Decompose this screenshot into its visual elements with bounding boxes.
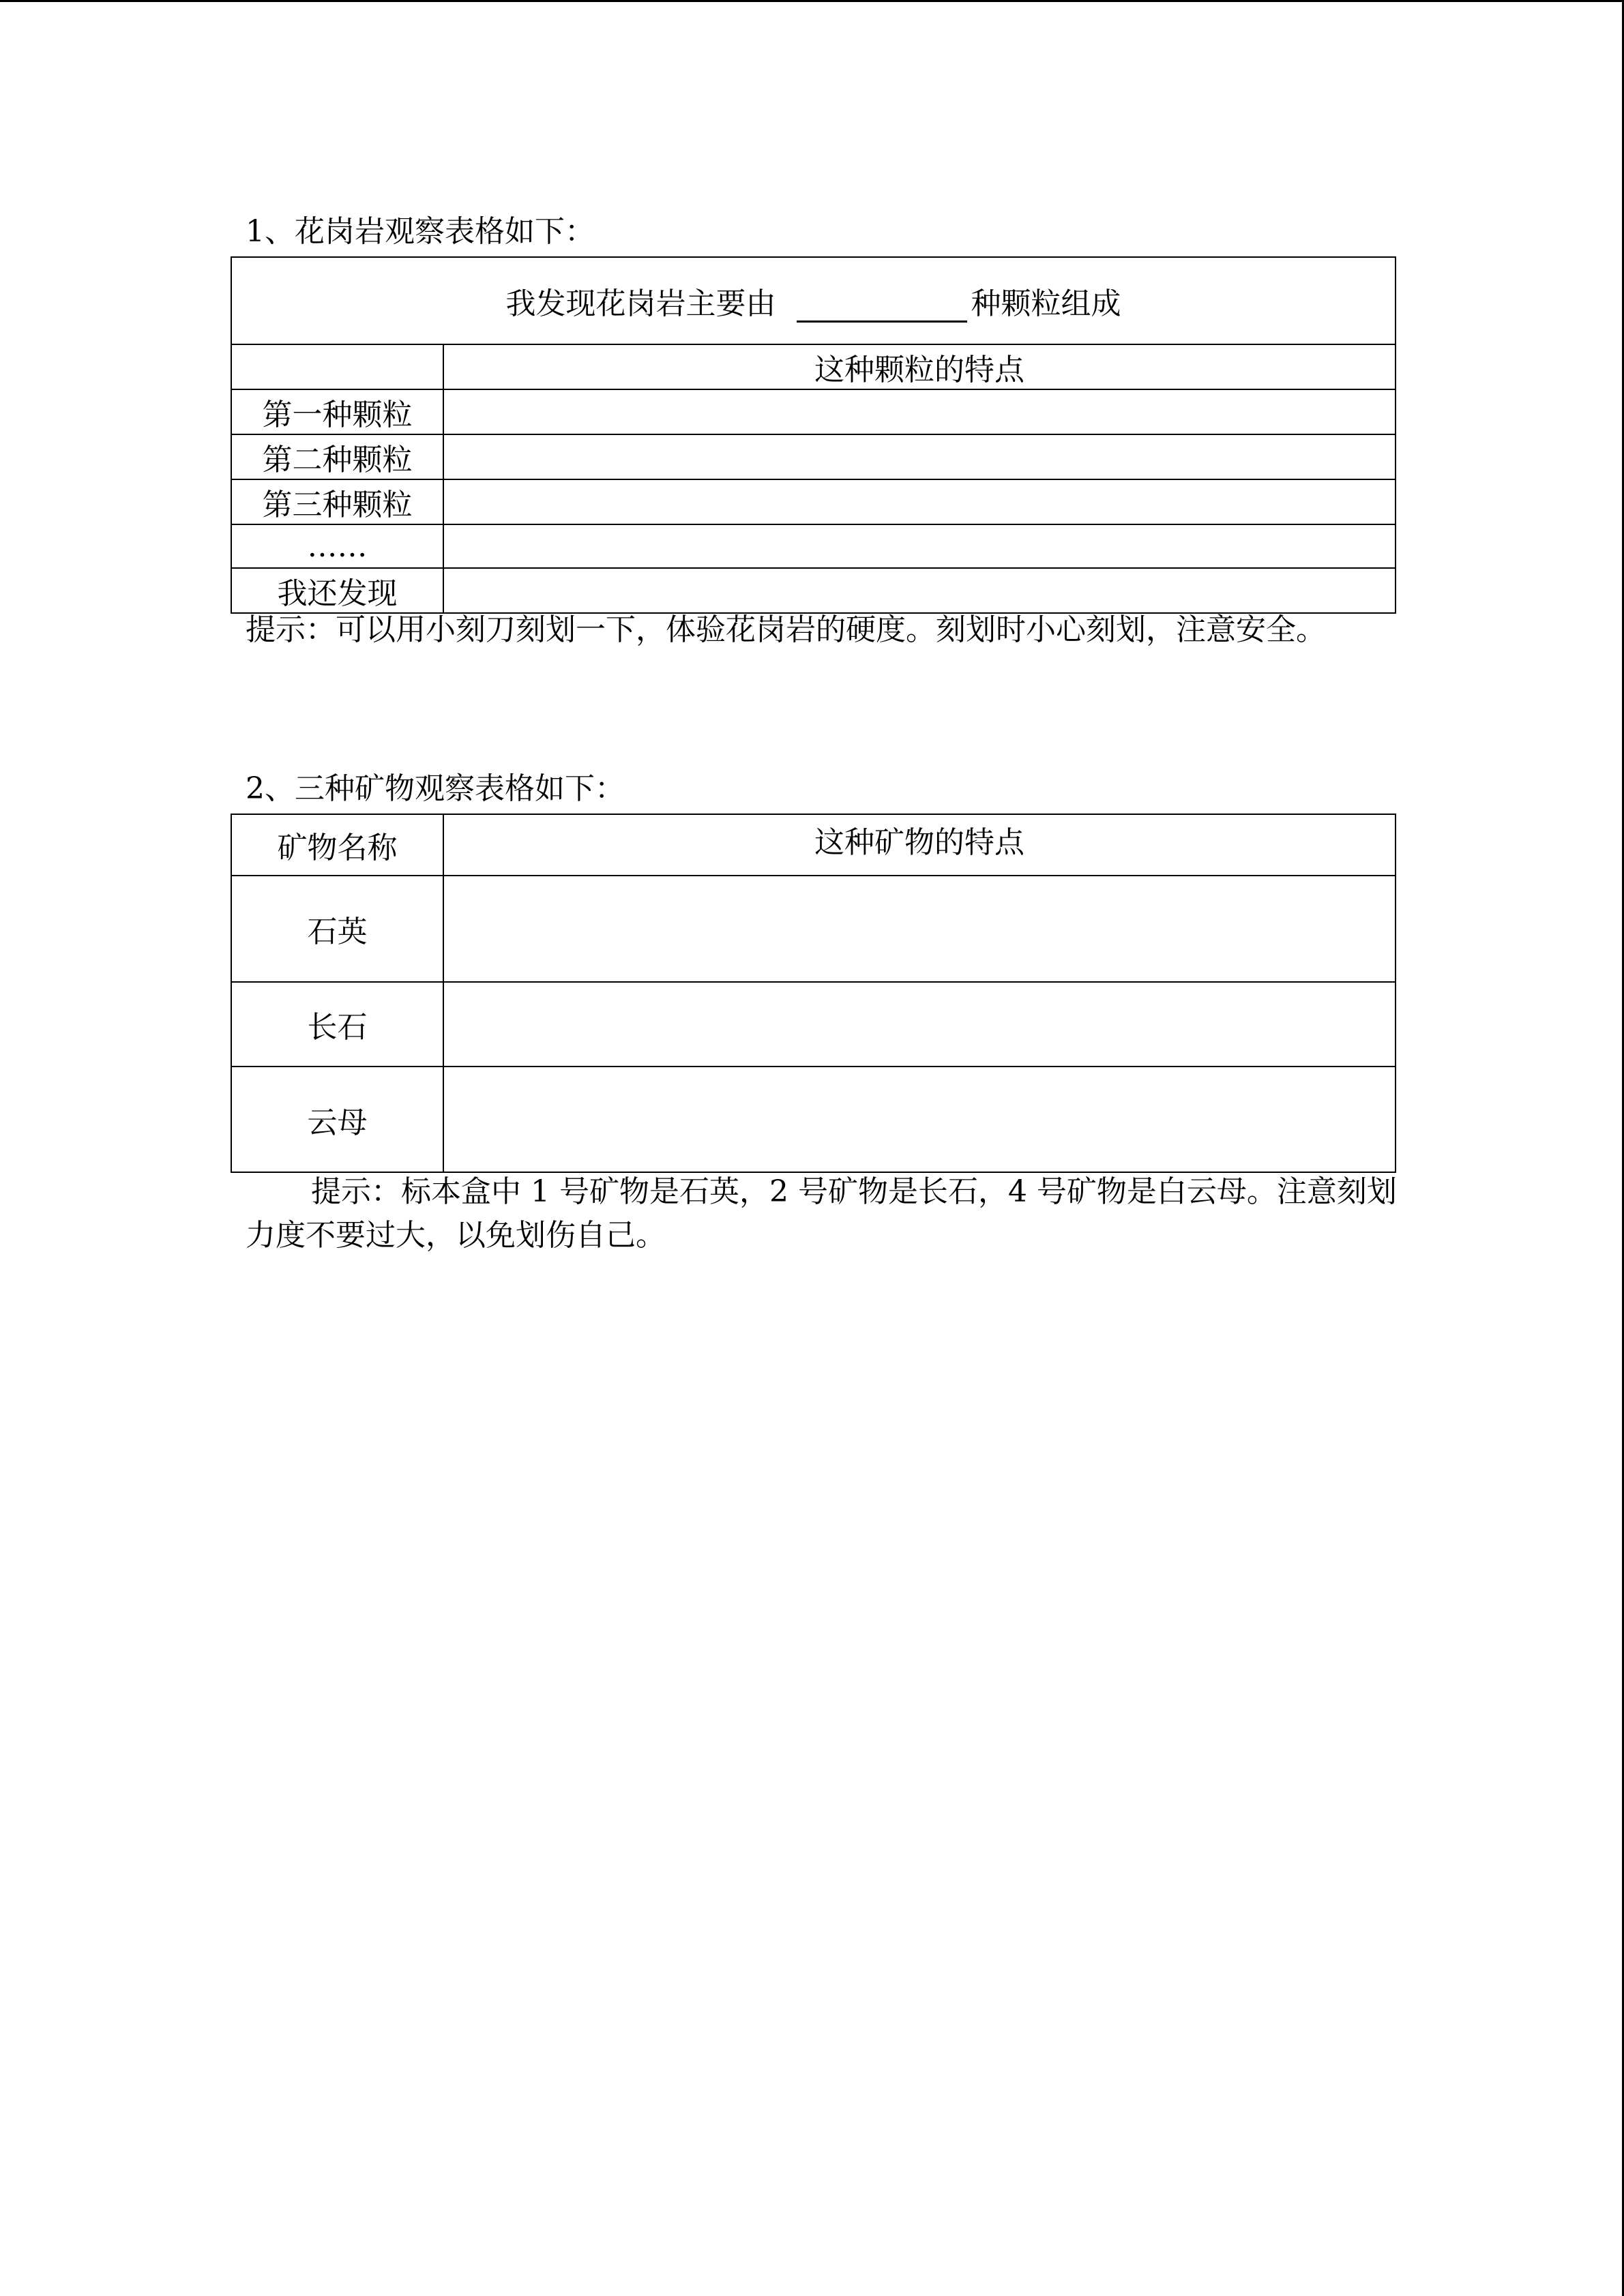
row-label: 我还发现 [231,568,443,613]
summary-suffix: 种颗粒组成 [971,286,1121,321]
table-row [231,876,1396,982]
summary-cell [231,257,1396,344]
feature-cell[interactable] [443,389,1396,434]
feature-cell[interactable] [443,876,1396,982]
feature-cell[interactable] [443,982,1396,1067]
feature-cell[interactable] [443,1067,1396,1172]
section1-heading: 1、花岗岩观察表格如下： [246,214,595,249]
table-row [231,982,1396,1067]
table-row [231,568,1396,613]
header-empty-cell [231,344,443,389]
row-label: 第三种颗粒 [231,479,443,524]
table-row [231,1067,1396,1172]
header-row [231,814,1396,876]
page-top-border [0,0,1624,2]
feature-cell[interactable] [443,568,1396,613]
mineral-name: 云母 [231,1067,443,1172]
section2-heading: 2、三种矿物观察表格如下： [246,771,625,806]
table-row [231,479,1396,524]
table-row [231,434,1396,479]
summary-prefix: 我发现花岗岩主要由 [505,286,776,321]
section2-hint-text: 提示：标本盒中 1 号矿物是石英，2 号矿物是长石，4 号矿物是白云母。注意刻划力度不要过大，以免划伤自己。 [246,1174,1397,1253]
mineral-name: 石英 [231,876,443,982]
mineral-name: 长石 [231,982,443,1067]
mineral-observation-table [231,814,1396,1173]
row-label: 第一种颗粒 [231,389,443,434]
particle-count-blank[interactable] [797,290,967,323]
summary-row [231,257,1396,344]
table-row [231,524,1396,568]
granite-observation-table [231,256,1396,614]
mineral-name-header: 矿物名称 [231,814,443,876]
feature-cell[interactable] [443,434,1396,479]
section2-hint [246,1170,1398,1257]
row-label: …… [231,524,443,568]
feature-cell[interactable] [443,479,1396,524]
feature-cell[interactable] [443,524,1396,568]
section1-hint: 提示：可以用小刻刀刻划一下，体验花岗岩的硬度。刻划时小心刻划，注意安全。 [246,612,1326,647]
mineral-feature-header: 这种矿物的特点 [443,814,1396,876]
row-label: 第二种颗粒 [231,434,443,479]
header-row [231,344,1396,389]
feature-header: 这种颗粒的特点 [443,344,1396,389]
table-row [231,389,1396,434]
